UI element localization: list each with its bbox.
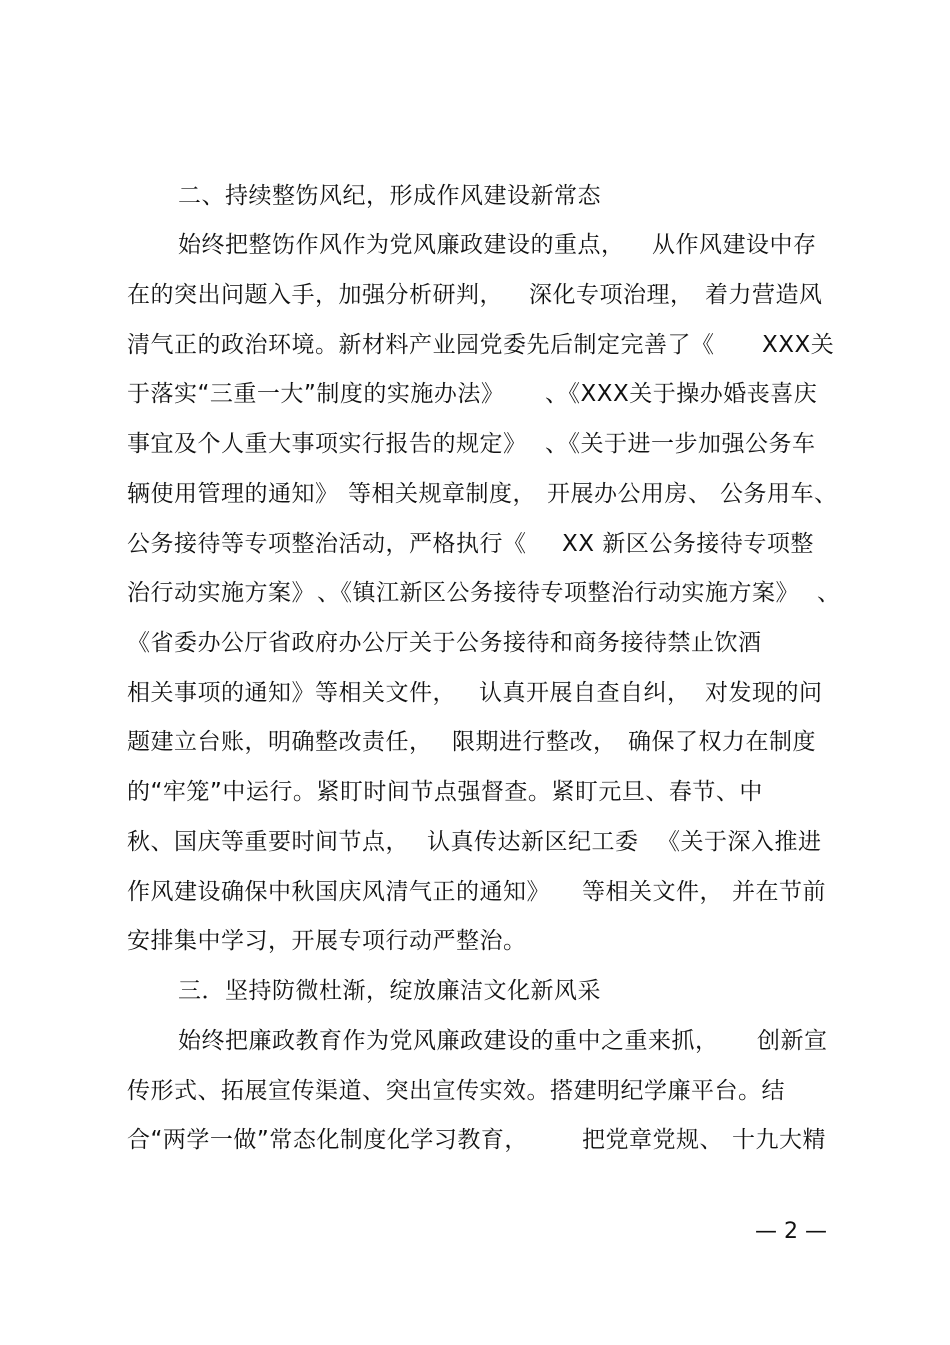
- body-text-line: 辆使用管理的通知》: [127, 481, 339, 507]
- body-text-line: 确保了权力在制度: [628, 729, 816, 755]
- body-text-line: 公务接待等专项整治活动，严格执行《: [127, 531, 527, 557]
- body-text-line: 十九大精: [732, 1127, 826, 1153]
- body-text-line: 认真传达新区纪工委: [427, 829, 639, 855]
- body-text-line: 从作风建设中存: [652, 232, 817, 258]
- body-text-line: 秋、国庆等重要时间节点，: [127, 829, 409, 855]
- section-2-heading: 二、持续整饬风纪，形成作风建设新常态: [178, 183, 601, 209]
- body-text-line: 着力营造风: [705, 282, 823, 308]
- body-text-line: 的“牢笼”中运行。紧盯时间节点强督查。紧盯元旦、春节、中: [127, 779, 763, 805]
- body-text-line: 、: [817, 580, 841, 606]
- body-text-line: 传形式、拓展宣传渠道、突出宣传实效。搭建明纪学廉平台。结: [127, 1078, 785, 1104]
- body-text-line: 事宜及个人重大事项实行报告的规定》: [127, 431, 527, 457]
- body-text-line: 并在节前: [732, 879, 826, 905]
- body-text-line: 安排集中学习，开展专项行动严整治。: [127, 928, 527, 954]
- body-text-line: 深化专项治理，: [529, 282, 694, 308]
- body-text-line: 于落实“三重一大”制度的实施办法》: [127, 381, 505, 407]
- body-text-line: 把党章党规、: [582, 1127, 723, 1153]
- body-text-line: 认真开展自查自纠，: [479, 680, 691, 706]
- body-text-line: 题建立台账，明确整改责任，: [127, 729, 433, 755]
- body-text-line: 《省委办公厅省政府办公厅关于公务接待和商务接待禁止饮酒: [127, 630, 762, 656]
- body-text-line: 在的突出问题入手，加强分析研判，: [127, 282, 503, 308]
- body-text-line: 作风建设确保中秋国庆风清气正的通知》: [127, 879, 550, 905]
- body-text-line: XX 新区公务接待专项整: [562, 531, 814, 557]
- body-text-line: 对发现的问: [705, 680, 823, 706]
- body-text-line: 始终把廉政教育作为党风廉政建设的重中之重来抓，: [178, 1028, 719, 1054]
- body-text-line: XXX关: [762, 332, 835, 358]
- body-text-line: 清气正的政治环境。新材料产业园党委先后制定完善了《: [127, 332, 715, 358]
- body-text-line: 等相关文件，: [582, 879, 723, 905]
- body-text-line: 限期进行整改，: [452, 729, 617, 755]
- body-text-line: 、《XXX关于操办婚丧喜庆: [545, 381, 818, 407]
- body-text-line: 治行动实施方案》: [127, 580, 315, 606]
- body-text-line: 创新宣: [757, 1028, 828, 1054]
- body-text-line: 相关事项的通知》等相关文件，: [127, 680, 456, 706]
- body-text-line: 等相关规章制度，: [348, 481, 536, 507]
- body-text-line: 、《关于进一步加强公务车: [545, 431, 816, 457]
- body-text-line: 合“两学一做”常态化制度化学习教育，: [127, 1127, 528, 1153]
- page-number: — 2 —: [755, 1219, 827, 1244]
- body-text-line: 始终把整饬作风作为党风廉政建设的重点，: [178, 232, 625, 258]
- body-text-line: 《关于深入推进: [657, 829, 822, 855]
- section-3-heading: 三．坚持防微杜渐，绽放廉洁文化新风采: [178, 978, 601, 1004]
- body-text-line: 、《镇江新区公务接待专项整治行动实施方案》: [317, 580, 799, 606]
- body-text-line: 公务用车、: [720, 481, 838, 507]
- body-text-line: 开展办公用房、: [547, 481, 712, 507]
